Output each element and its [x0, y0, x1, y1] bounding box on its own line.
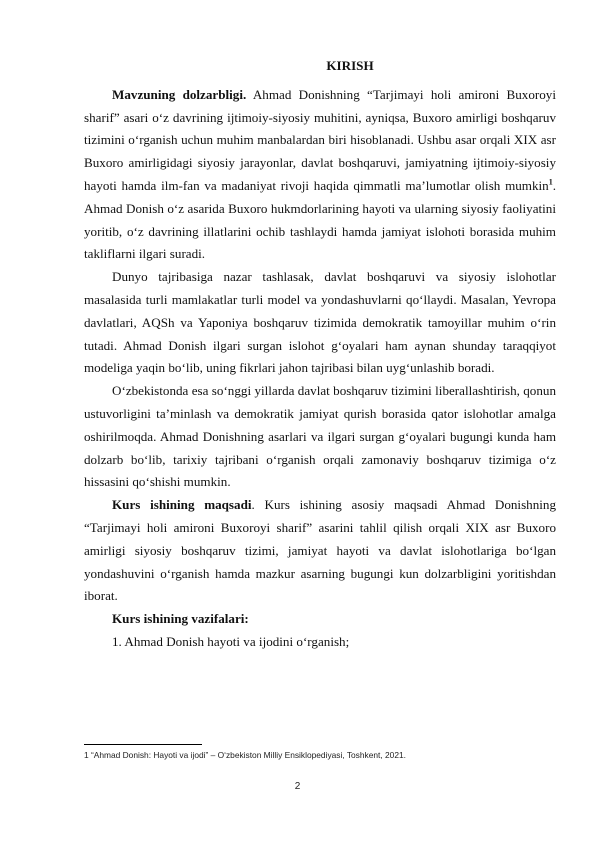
page-body	[84, 55, 556, 654]
footnote-separator	[84, 744, 202, 745]
paragraph-world-experience: Dunyo tajribasiga nazar tashlasak, davlat boshqaruvi va siyosiy islohotlar masalasida turli mamlakatlar turli model va yondashuvlarni qo‘llaydi. Masalan, Yevropa davlatlari, AQSh va Yaponiya boshqaruv tizimida demokratik tamoyillar muhim o‘rin tutadi. Ahmad Donish ilgari surgan islohot g‘oyalari ham aynan shunday taraqqiyot modeliga yaqin bo‘lib, uning fikrlari jahon tajribasi bilan uyg‘unlashib boradi.	[84, 269, 556, 376]
goal-text: . Kurs ishining asosiy maqsadi Ahmad Donishning “Tarjimayi holi amironi Buxoroyi sharif” asarini tahlil qilish orqali XIX asr Buxoro amirligi siyosiy boshqaruv tizimi, jamiyat hayoti va davlat islohotlariga bo‘lgan yondashuvini o‘rganish hamda mazkur asarning bugungi kun dolzarbligini yoritishdan iborat.	[84, 497, 556, 604]
task-item-1: 1. Ahmad Donish hayoti va ijodini o‘rganish;	[112, 633, 350, 649]
relevance-lead: Mavzuning dolzarbligi.	[112, 86, 247, 102]
page-number: 2	[294, 781, 301, 792]
paragraph-relevance	[84, 84, 556, 266]
relevance-text-b: . Ahmad Donish o‘z asarida Buxoro hukmdorlarining hayoti va ularning siyosiy faoliyatini yoritib, o‘z davrining illatlarini ochib tashlaydi hamda jamiyat islohoti borasida muhim takliflarni ilgari suradi.	[84, 177, 556, 262]
footnote-reference[interactable]: 1	[548, 177, 553, 187]
paragraph-goal	[84, 494, 556, 608]
section-heading: KIRISH	[326, 58, 374, 73]
footnote-text: 1 “Ahmad Donish: Hayoti va ijodi” – O‘zbekiston Milliy Ensiklopediyasi, Toshkent, 2021.	[84, 750, 406, 760]
paragraph-uzbekistan: O‘zbekistonda esa so‘nggi yillarda davlat boshqaruv tizimini liberallashtirish, qonun ustuvorligini ta’minlash va demokratik jamiyat qurish borasida qator islohotlar amalga oshirilmoqda. Ahmad Donishning asarlari va ilgari surgan g‘oyalari bugungi kunda ham dolzarb bo‘lib, tarixiy tajribani o‘rganish orqali zamonaviy boshqaruv tizimiga o‘z hissasini qo‘shishi mumkin.	[84, 383, 556, 490]
tasks-heading: Kurs ishining vazifalari:	[112, 611, 249, 627]
goal-lead: Kurs ishining maqsadi	[112, 497, 252, 513]
relevance-text-a: Ahmad Donishning “Tarjimayi holi amironi Buxoroyi sharif” asari o‘z davrining ijtimoiy-siyosiy muhitini, ayniqsa, Buxoro amirligi boshqaruv tizimini o‘rganish uchun muhim manbalardan biri hisoblanadi. Ushbu asar orqali XIX asr Buxoro amirligidagi siyosiy jarayonlar, davlat boshqaruvi, jamiyatning ijtimoiy-siyosiy hayoti hamda ilm-fan va madaniyat rivoji haqida qimmatli ma’lumotlar olish mumkin	[84, 86, 556, 193]
